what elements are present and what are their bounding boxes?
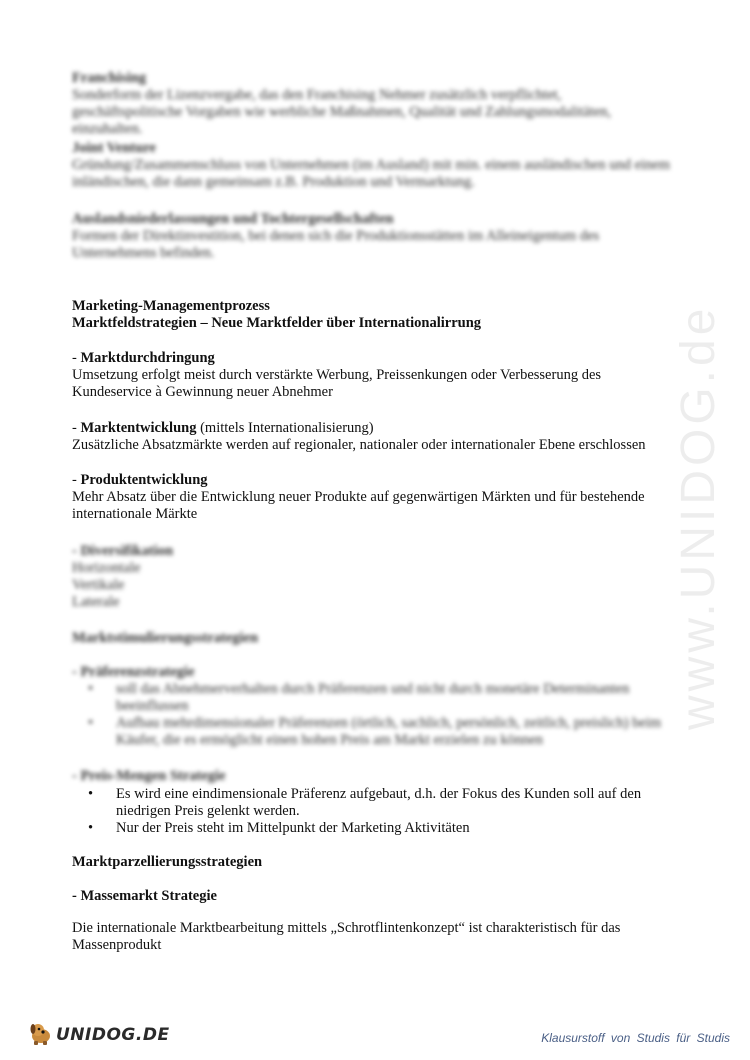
preis-bullet-1: [72, 786, 676, 820]
auslandsniederlassungen-heading: Auslandsniederlassungen und Tochtergesellschaften: [72, 211, 394, 227]
praeferenz-bullet: [72, 681, 672, 715]
preis-bullet-2-text: Nur der Preis steht im Mittelpunkt der Marketing Aktivitäten: [116, 820, 470, 836]
marktparzellierung-heading-block: [72, 854, 672, 871]
praeferenz-bullet-text: Aufbau mehrdimensionaler Präferenzen (örtlich, sachlich, persönlich, zeitlich, preislich) beim Käufer, die es ermöglicht einen hohen Preis am Markt erzielen zu können: [116, 715, 662, 748]
marktentwicklung-heading-line: [72, 420, 672, 437]
diversifikation-heading: - Diversifikation: [72, 543, 174, 559]
marktdurchdringung-heading-line: [72, 350, 672, 367]
blurred-marktstimulierung-heading-block: [72, 630, 672, 647]
massemarkt-text: Die internationale Marktbearbeitung mittels „Schrotflintenkonzept“ ist charakteristisch für das Massenprodukt: [72, 920, 621, 953]
marktdurchdringung-block: [72, 350, 672, 401]
unidog-watermark: www.UNIDOG.de: [672, 304, 725, 730]
preis-bullets-block: [72, 786, 672, 837]
bullet-dot: •: [88, 786, 94, 802]
diversifikation-item: Horizontale: [72, 560, 141, 576]
joint-venture-text: Gründung/Zusammenschluss von Unternehmen (im Ausland) mit min. einem ausländischen und einem inländischen, die dann gemeinsam z.B. Produktion und Vermarktung.: [72, 157, 671, 190]
praeferenz-bullet: [72, 715, 672, 749]
dash-prefix: -: [72, 420, 81, 436]
franchising-text: Sonderform der Lizenzvergabe, das den Franchising Nehmer zusätzlich verpflichtet, geschäftspolitische Vorgaben wie werbliche Maßnahmen, Qualität und Zahlungsmodalitäten, einzuhalten.: [72, 87, 612, 137]
section-title-2: Marktfeldstrategien – Neue Marktfelder über Internationalirrung: [72, 315, 482, 331]
marktentwicklung-text: Zusätzliche Absatzmärkte werden auf regionaler, nationaler oder internationaler Ebene erschlossen: [72, 437, 646, 453]
dash-prefix: -: [72, 472, 81, 488]
unidog-logo[interactable]: [28, 1020, 170, 1051]
massemarkt-heading: - Massemarkt Strategie: [72, 888, 217, 904]
produktentwicklung-heading-line: [72, 472, 672, 489]
produktentwicklung-block: [72, 472, 672, 523]
section-title-block: [72, 298, 672, 332]
blurred-joint-venture-section: [72, 140, 672, 191]
dash-prefix: -: [72, 350, 81, 366]
marktstimulierung-heading: Marktstimulierungsstrategien: [72, 630, 259, 646]
blurred-preis-mengen-heading-block: [72, 768, 672, 785]
blurred-diversifikation-section: [72, 543, 672, 611]
marktentwicklung-block: [72, 420, 672, 454]
auslandsniederlassungen-text: Formen der Direktinvestition, bei denen sich die Produktionsstätten im Alleineigentum des Unternehmens befinden.: [72, 228, 600, 261]
preis-mengen-heading: - Preis-Mengen Strategie: [72, 768, 226, 784]
massemarkt-heading-block: [72, 888, 672, 905]
produktentwicklung-heading: Produktentwicklung: [80, 472, 208, 488]
diversifikation-item: Laterale: [72, 594, 120, 610]
marktdurchdringung-heading: Marktdurchdringung: [80, 350, 215, 366]
marktparzellierung-heading: Marktparzellierungsstrategien: [72, 854, 263, 870]
bullet-dot: •: [88, 820, 94, 836]
logo-text: UNIDOG.DE: [56, 1025, 170, 1045]
preis-bullet-2: [72, 820, 672, 837]
marktentwicklung-suffix: (mittels Internationalisierung): [196, 420, 374, 436]
praeferenz-heading: - Präferenzstrategie: [72, 664, 195, 680]
marktdurchdringung-text: Umsetzung erfolgt meist durch verstärkte Werbung, Preissenkungen oder Verbesserung des Kundeservice à Gewinnung neuer Abnehmer: [72, 367, 602, 400]
blurred-auslandsniederlassungen-section: [72, 211, 672, 262]
franchising-heading: Franchising: [72, 70, 147, 86]
massemarkt-text-block: [72, 920, 672, 954]
praeferenz-bullet-text: soll das Abnehmerverhalten durch Präferenzen und nicht durch monetäre Determinanten beeinflussen: [116, 681, 630, 714]
blurred-franchising-section: [72, 70, 672, 138]
bullet-dot: •: [88, 715, 94, 731]
bullet-dot: •: [88, 681, 94, 697]
produktentwicklung-text: Mehr Absatz über die Entwicklung neuer Produkte auf gegenwärtigen Märkten und für bestehende internationale Märkte: [72, 489, 645, 522]
joint-venture-heading: Joint Venture: [72, 140, 156, 156]
blurred-praeferenz-section: [72, 664, 672, 749]
dog-mascot-icon: [28, 1020, 54, 1051]
section-title-1: Marketing-Managementprozess: [72, 298, 270, 314]
diversifikation-item: Vertikale: [72, 577, 125, 593]
marktentwicklung-heading: Marktentwicklung: [80, 420, 197, 436]
footer-tagline: Klausurstoff von Studis für Studis: [541, 1031, 730, 1045]
preis-bullet-1-text: Es wird eine eindimensionale Präferenz aufgebaut, d.h. der Fokus des Kunden soll auf den niedrigen Preis gelenkt werden.: [116, 786, 642, 819]
